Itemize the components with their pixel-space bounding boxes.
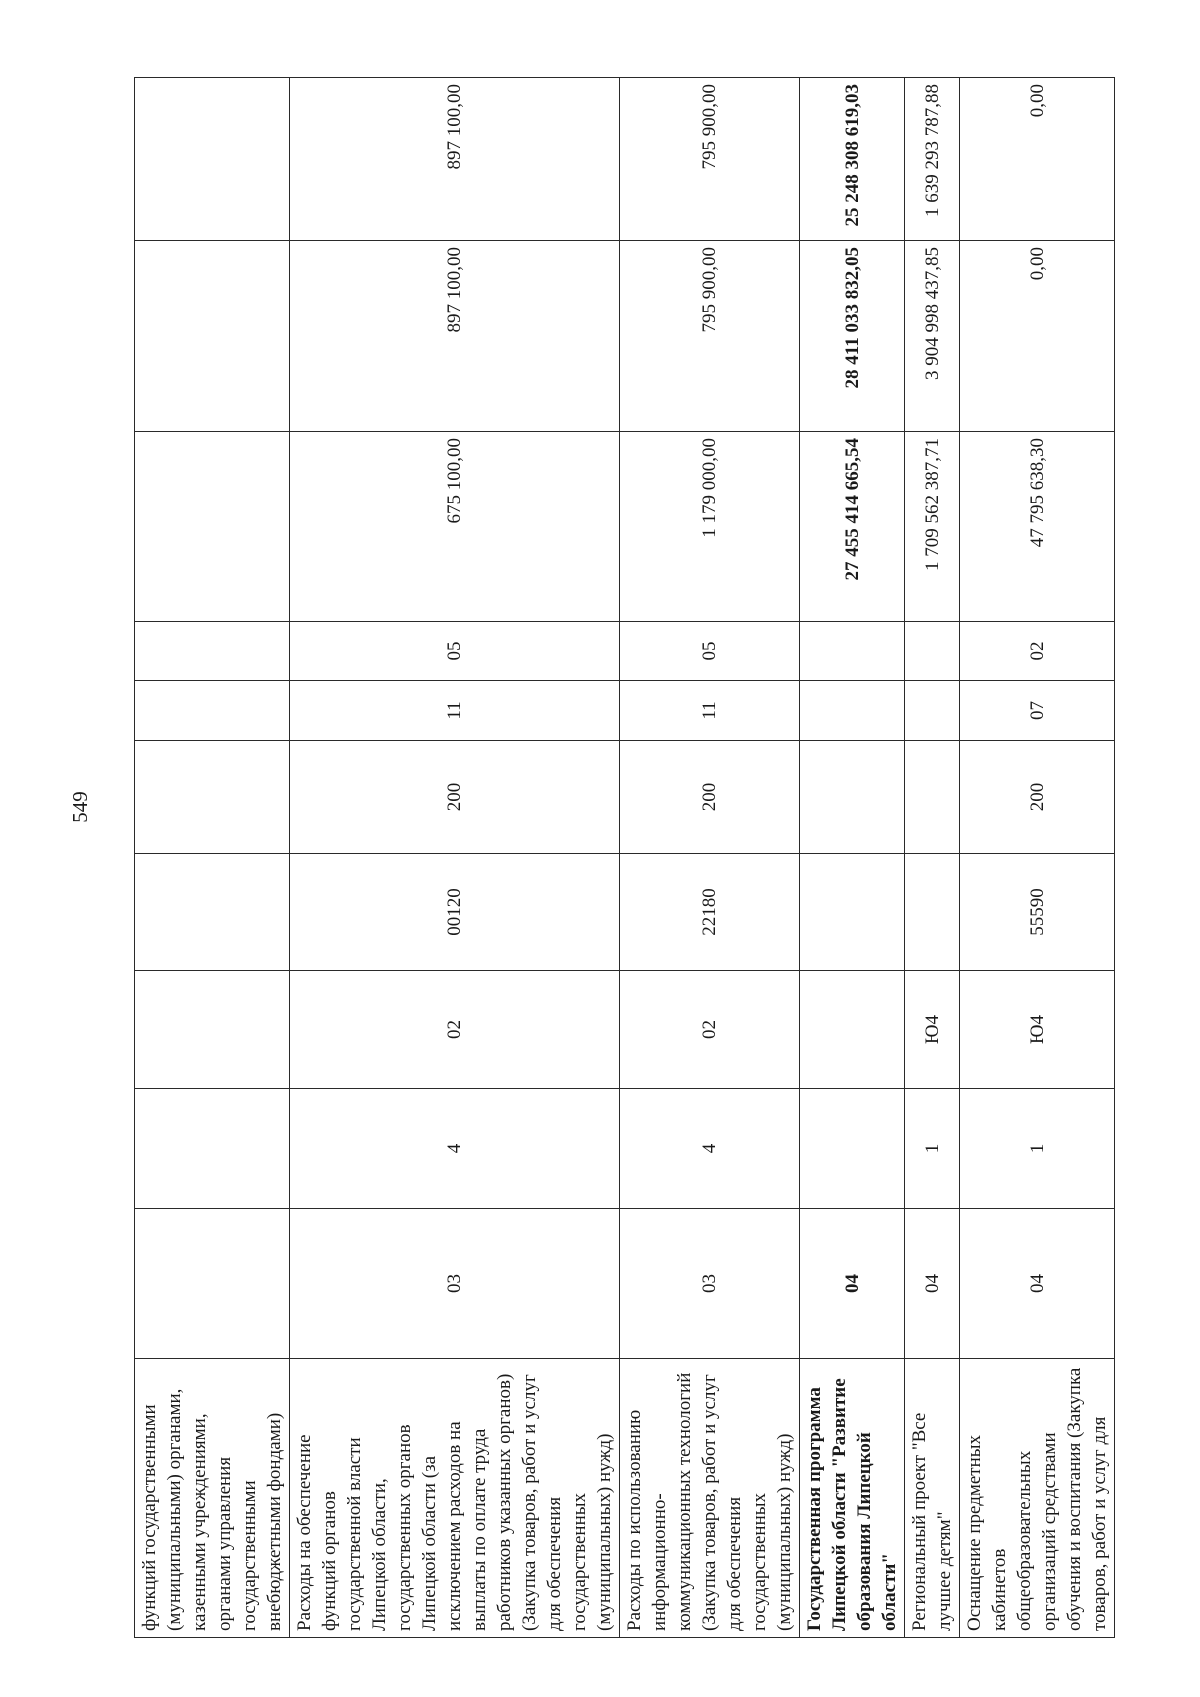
cell-expense-type <box>905 741 960 854</box>
cell-section: 07 <box>960 681 1115 741</box>
cell-amount-year1: 1 179 000,00 <box>620 432 800 622</box>
budget-table-body <box>135 78 1115 1638</box>
cell-amount-year3: 795 900,00 <box>620 78 800 241</box>
row-name: Оснащение предметных кабинетов общеобразовательных организаций средствами обучения и воспитания (Закупка товаров, работ и услуг для <box>960 1359 1115 1638</box>
cell-project: 02 <box>620 971 800 1089</box>
cell-subprogram: 4 <box>290 1089 620 1209</box>
budget-table <box>134 77 1115 1638</box>
cell-section: 11 <box>290 681 620 741</box>
cell-program: 04 <box>960 1209 1115 1359</box>
cell-amount-year2: 795 900,00 <box>620 241 800 432</box>
cell-subsection: 02 <box>960 622 1115 681</box>
cell-program: 04 <box>800 1209 905 1359</box>
cell-direction: 55590 <box>960 854 1115 971</box>
cell-expense-type <box>800 741 905 854</box>
cell-amount-year3: 0,00 <box>960 78 1115 241</box>
cell-subprogram: 1 <box>960 1089 1115 1209</box>
cell-amount-year3: 1 639 293 787,88 <box>905 78 960 241</box>
cell-amount-year1: 47 795 638,30 <box>960 432 1115 622</box>
table-row <box>290 78 620 1638</box>
cell-section <box>135 681 290 741</box>
cell-subsection <box>135 622 290 681</box>
cell-subprogram: 1 <box>905 1089 960 1209</box>
cell-program: 03 <box>290 1209 620 1359</box>
cell-program <box>135 1209 290 1359</box>
rotated-budget-sheet <box>134 78 1110 1638</box>
cell-amount-year3 <box>135 78 290 241</box>
table-row <box>960 78 1115 1638</box>
cell-expense-type: 200 <box>290 741 620 854</box>
cell-subsection: 05 <box>620 622 800 681</box>
cell-expense-type: 200 <box>620 741 800 854</box>
cell-expense-type: 200 <box>960 741 1115 854</box>
cell-subprogram: 4 <box>620 1089 800 1209</box>
cell-expense-type <box>135 741 290 854</box>
cell-section <box>905 681 960 741</box>
cell-subprogram <box>800 1089 905 1209</box>
cell-section: 11 <box>620 681 800 741</box>
table-row <box>800 78 905 1638</box>
cell-amount-year2: 28 411 033 832,05 <box>800 241 905 432</box>
cell-amount-year1: 27 455 414 665,54 <box>800 432 905 622</box>
cell-program: 04 <box>905 1209 960 1359</box>
row-name: Государственная программа Липецкой области "Развитие образования Липецкой области" <box>800 1359 905 1638</box>
table-row <box>905 78 960 1638</box>
row-name: Расходы по использованию информационно-коммуникационных технологий (Закупка товаров, работ и услуг для обеспечения государственных (муниципальных) нужд) <box>620 1359 800 1638</box>
cell-amount-year2: 897 100,00 <box>290 241 620 432</box>
cell-project: 02 <box>290 971 620 1089</box>
row-name: Региональный проект "Все лучшее детям" <box>905 1359 960 1638</box>
cell-direction: 00120 <box>290 854 620 971</box>
cell-project: Ю4 <box>960 971 1115 1089</box>
cell-direction <box>800 854 905 971</box>
cell-program: 03 <box>620 1209 800 1359</box>
cell-amount-year2 <box>135 241 290 432</box>
cell-amount-year1: 1 709 562 387,71 <box>905 432 960 622</box>
cell-project <box>800 971 905 1089</box>
cell-direction <box>905 854 960 971</box>
cell-amount-year3: 897 100,00 <box>290 78 620 241</box>
cell-direction: 22180 <box>620 854 800 971</box>
page-number: 549 <box>68 791 92 823</box>
cell-amount-year1 <box>135 432 290 622</box>
row-name: Расходы на обеспечение функций органов государственной власти Липецкой области, государственных органов Липецкой области (за исключением расходов на выплаты по оплате труда работников указанных органов) (Закупка товаров, работ и услуг для обеспечения государственных (муниципальных) нужд) <box>290 1359 620 1638</box>
cell-subprogram <box>135 1089 290 1209</box>
cell-project <box>135 971 290 1089</box>
cell-amount-year2: 0,00 <box>960 241 1115 432</box>
cell-amount-year2: 3 904 998 437,85 <box>905 241 960 432</box>
cell-project: Ю4 <box>905 971 960 1089</box>
cell-subsection <box>800 622 905 681</box>
table-row <box>135 78 290 1638</box>
cell-amount-year1: 675 100,00 <box>290 432 620 622</box>
cell-amount-year3: 25 248 308 619,03 <box>800 78 905 241</box>
cell-subsection: 05 <box>290 622 620 681</box>
row-name: функций государственными (муниципальными) органами, казенными учреждениями, органами управления государственными внебюджетными фондами) <box>135 1359 290 1638</box>
table-row <box>620 78 800 1638</box>
cell-section <box>800 681 905 741</box>
cell-direction <box>135 854 290 971</box>
cell-subsection <box>905 622 960 681</box>
